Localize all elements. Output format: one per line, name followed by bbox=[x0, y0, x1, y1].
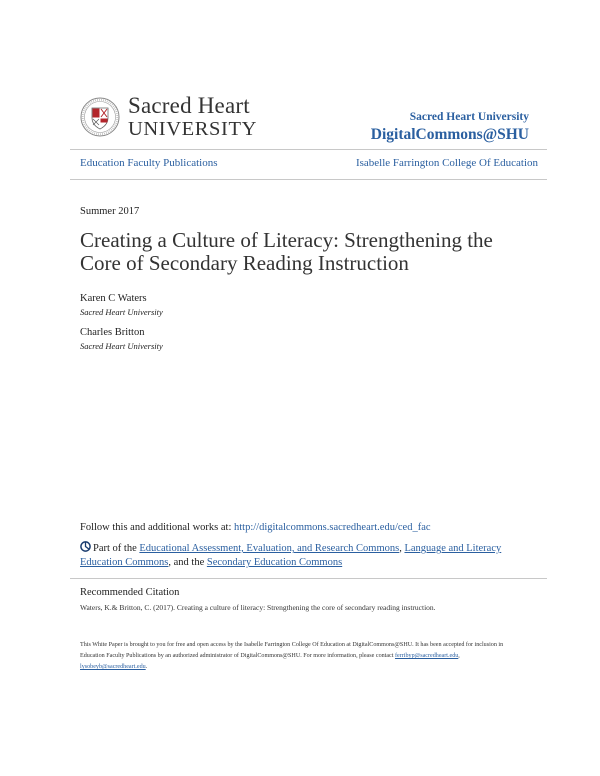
access-notice-end: . bbox=[145, 664, 148, 670]
breadcrumb-collection-link[interactable]: Education Faculty Publications bbox=[80, 157, 218, 169]
part-of-separator: , bbox=[399, 543, 405, 554]
network-commons-icon bbox=[80, 541, 91, 552]
logo-line-2: UNIVERSITY bbox=[128, 118, 257, 140]
repository-name: DigitalCommons@SHU bbox=[370, 125, 529, 143]
part-of-commons bbox=[80, 541, 535, 570]
author-affiliation: Sacred Heart University bbox=[80, 307, 163, 317]
follow-line bbox=[80, 522, 431, 533]
contact-email-link[interactable]: lysobeyb@sacredheart.edu bbox=[80, 664, 146, 670]
repository-brand[interactable] bbox=[371, 111, 529, 143]
breadcrumb-college-link[interactable]: Isabelle Farrington College Of Education bbox=[355, 157, 538, 169]
divider-top bbox=[70, 149, 547, 150]
publication-date: Summer 2017 bbox=[80, 206, 140, 217]
university-logo[interactable] bbox=[80, 94, 257, 140]
literacy-commons-link[interactable]: Language and Literacy Education Commons bbox=[80, 543, 502, 568]
university-seal-icon bbox=[80, 97, 120, 137]
part-of-separator: , and the bbox=[168, 557, 207, 568]
citation-text: Waters, K.& Britton, C. (2017). Creating a culture of literacy: Strengthening the core of secondary reading instruction. bbox=[80, 603, 436, 612]
divider-breadcrumb bbox=[70, 179, 547, 180]
access-notice-text: This White Paper is brought to you for free and open access by the Isabelle Farrington College Of Education at DigitalCommons@SHU. It has been accepted for inclusion in Education Faculty Publications by an authorized administrator of DigitalCommons@SHU. For more information, please contact bbox=[80, 642, 504, 659]
repository-institution: Sacred Heart University bbox=[409, 111, 529, 123]
logo-line-1: Sacred Heart bbox=[128, 93, 250, 118]
contact-email-link[interactable]: ferribyp@sacredheart.edu bbox=[394, 653, 459, 659]
access-notice bbox=[80, 640, 520, 673]
part-of-prefix: Part of the bbox=[93, 543, 140, 554]
assessment-commons-link[interactable]: Educational Assessment, Evaluation, and Research Commons bbox=[139, 543, 400, 554]
secondary-education-commons-link[interactable]: Secondary Education Commons bbox=[206, 557, 343, 568]
document-title: Creating a Culture of Literacy: Strengthening the Core of Secondary Reading Instruction bbox=[80, 228, 493, 275]
divider-citation bbox=[70, 578, 547, 579]
follow-label: Follow this and additional works at: bbox=[80, 522, 234, 533]
access-notice-separator: , bbox=[458, 653, 460, 659]
author-name: Charles Britton bbox=[80, 327, 145, 338]
author-affiliation: Sacred Heart University bbox=[80, 341, 163, 351]
citation-heading: Recommended Citation bbox=[80, 587, 180, 598]
collection-url-link[interactable]: http://digitalcommons.sacredheart.edu/ced_fac bbox=[234, 522, 431, 533]
author-name: Karen C Waters bbox=[80, 293, 147, 304]
